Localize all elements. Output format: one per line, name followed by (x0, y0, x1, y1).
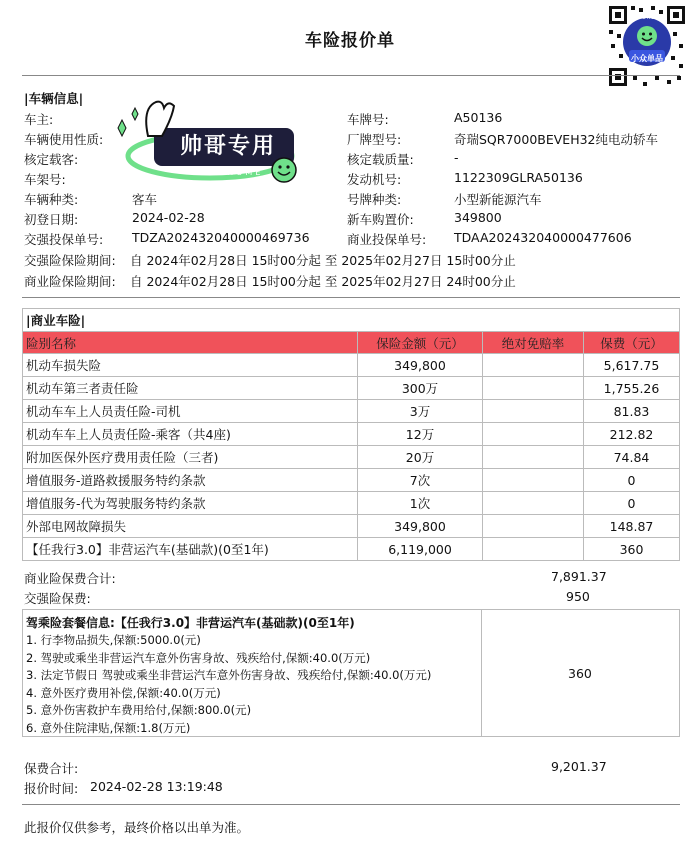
quote-time-label: 报价时间: (24, 781, 79, 796)
package-title: 驾乘险套餐信息:【任我行3.0】非营运汽车(基础款)(0至1年) (26, 616, 355, 630)
row-name: 机动车车上人员责任险-司机 (23, 400, 358, 423)
vehicle-right-value: TDAA202432040000477606 (454, 230, 632, 245)
jq-period-value: 自 2024年02月28日 15时00分起 至 2025年02月27日 15时00分止 (130, 253, 516, 268)
row-premium: 212.82 (584, 423, 680, 446)
col-header-premium: 保费（元） (584, 332, 680, 354)
vehicle-left-label: 初登日期: (24, 212, 79, 227)
vehicle-right-value: A50136 (454, 110, 503, 125)
row-amount: 349,800 (358, 515, 483, 538)
vehicle-left-label: 核定载客: (24, 152, 79, 167)
table-row (23, 469, 680, 492)
row-name: 机动车第三者责任险 (23, 377, 358, 400)
row-amount: 20万 (358, 446, 483, 469)
vehicle-left-label: 车辆使用性质: (24, 132, 104, 147)
watermark-text: 帅哥专用 (179, 134, 276, 159)
vehicle-left-label: 车主: (24, 112, 54, 127)
table-row (23, 538, 680, 561)
vehicle-right-label: 商业投保单号: (347, 232, 427, 247)
package-item: 6. 意外住院津贴,保额:1.8(万元) (26, 720, 191, 735)
vehicle-left-label: 车辆种类: (24, 192, 79, 207)
quote-time-value: 2024-02-28 13:19:48 (90, 779, 223, 794)
package-premium: 360 (568, 666, 592, 681)
package-item: 2. 驾驶或乘坐非营运汽车意外伤害身故、残疾给付,保额:40.0(万元) (26, 650, 371, 665)
vehicle-right-label: 车牌号: (347, 112, 389, 127)
qr-badge-label: 小众单品 (631, 54, 663, 63)
vehicle-right-label: 新车购置价: (347, 212, 414, 227)
vehicle-right-value: 小型新能源汽车 (454, 192, 542, 207)
vehicle-right-value: 1122309GLRA50136 (454, 170, 583, 185)
vehicle-right-label: 厂牌型号: (347, 132, 402, 147)
top-divider (22, 75, 680, 76)
row-deductible (483, 423, 584, 446)
bottom-divider (22, 804, 680, 805)
row-premium: 74.84 (584, 446, 680, 469)
row-name: 增值服务-代为驾驶服务特约条款 (23, 492, 358, 515)
package-box (22, 609, 680, 737)
footer-note: 此报价仅供参考，最终价格以出单为准。 (24, 820, 250, 835)
vehicle-info-title: |车辆信息| (24, 91, 84, 106)
vehicle-right-value: 奇瑞SQR7000BEVEH32纯电动轿车 (454, 132, 658, 147)
table-row (23, 492, 680, 515)
package-item: 3. 法定节假日 驾驶或乘坐非营运汽车意外伤害身故、残疾给付,保额:40.0(万元) (26, 668, 432, 682)
vehicle-right-label: 发动机号: (347, 172, 402, 187)
package-divider (481, 610, 482, 736)
vehicle-right-value: - (454, 150, 459, 165)
vehicle-right-label: 号牌种类: (347, 192, 402, 207)
row-name: 机动车损失险 (23, 354, 358, 377)
row-amount: 3万 (358, 400, 483, 423)
row-premium: 360 (584, 538, 680, 561)
vehicle-right-value: 349800 (454, 210, 502, 225)
table-row (23, 446, 680, 469)
vehicle-left-label: 交强投保单号: (24, 232, 104, 247)
commercial-total-value: 7,891.37 (551, 569, 607, 584)
package-item: 4. 意外医疗费用补偿,保额:40.0(万元) (26, 685, 221, 700)
row-amount: 12万 (358, 423, 483, 446)
grand-total-value: 9,201.37 (551, 759, 607, 774)
row-amount: 300万 (358, 377, 483, 400)
row-amount: 349,800 (358, 354, 483, 377)
sy-period-value: 自 2024年02月28日 15时00分起 至 2025年02月27日 24时00分止 (130, 274, 516, 289)
row-deductible (483, 469, 584, 492)
row-amount: 1次 (358, 492, 483, 515)
jq-premium-label: 交强险保费: (24, 591, 91, 606)
vehicle-right-label: 核定载质量: (347, 152, 414, 167)
table-row (23, 515, 680, 538)
table-header-row (23, 332, 680, 354)
row-premium: 0 (584, 492, 680, 515)
package-item: 5. 意外伤害救护车费用给付,保额:800.0(元) (26, 703, 252, 717)
commercial-insurance-table (22, 308, 680, 561)
table-row (23, 377, 680, 400)
row-name: 增值服务-道路救援服务特约条款 (23, 469, 358, 492)
row-premium: 81.83 (584, 400, 680, 423)
vehicle-left-value: 2024-02-28 (132, 210, 205, 225)
col-header-deductible: 绝对免赔率 (483, 332, 584, 354)
row-deductible (483, 354, 584, 377)
row-deductible (483, 400, 584, 423)
row-name: 外部电网故障损失 (23, 515, 358, 538)
row-deductible (483, 538, 584, 561)
row-name: 附加医保外医疗费用责任险（三者) (23, 446, 358, 469)
table-row (23, 354, 680, 377)
commercial-total-label: 商业险保费合计: (24, 571, 116, 586)
row-deductible (483, 492, 584, 515)
row-premium: 148.87 (584, 515, 680, 538)
vehicle-left-label: 车架号: (24, 172, 66, 187)
package-item: 1. 行李物品损失,保额:5000.0(元) (26, 633, 201, 647)
vehicle-left-value: TDZA202432040000469736 (132, 230, 310, 245)
commercial-section-title: |商业车险| (23, 309, 680, 332)
col-header-name: 险别名称 (23, 332, 358, 354)
row-name: 【任我行3.0】非营运汽车(基础款)(0至1年) (23, 538, 358, 561)
grand-total-label: 保费合计: (24, 761, 79, 776)
row-premium: 1,755.26 (584, 377, 680, 400)
vehicle-left-value: 客车 (132, 192, 158, 207)
row-premium: 5,617.75 (584, 354, 680, 377)
table-row (23, 400, 680, 423)
row-amount: 7次 (358, 469, 483, 492)
mid-divider (22, 297, 680, 298)
qr-badge-ring-text: AUTOHOME (630, 15, 664, 21)
row-deductible (483, 377, 584, 400)
row-name: 机动车车上人员责任险-乘客（共4座) (23, 423, 358, 446)
row-premium: 0 (584, 469, 680, 492)
table-row (23, 423, 680, 446)
jq-premium-value: 950 (566, 589, 590, 604)
row-deductible (483, 515, 584, 538)
jq-period-label: 交强险保险期间: (24, 253, 116, 268)
row-amount: 6,119,000 (358, 538, 483, 561)
sy-period-label: 商业险保险期间: (24, 274, 116, 289)
col-header-amount: 保险金额（元） (358, 332, 483, 354)
row-deductible (483, 446, 584, 469)
watermark-subtext: AUTOHOME (192, 168, 264, 177)
page-title: 车险报价单 (305, 31, 395, 51)
